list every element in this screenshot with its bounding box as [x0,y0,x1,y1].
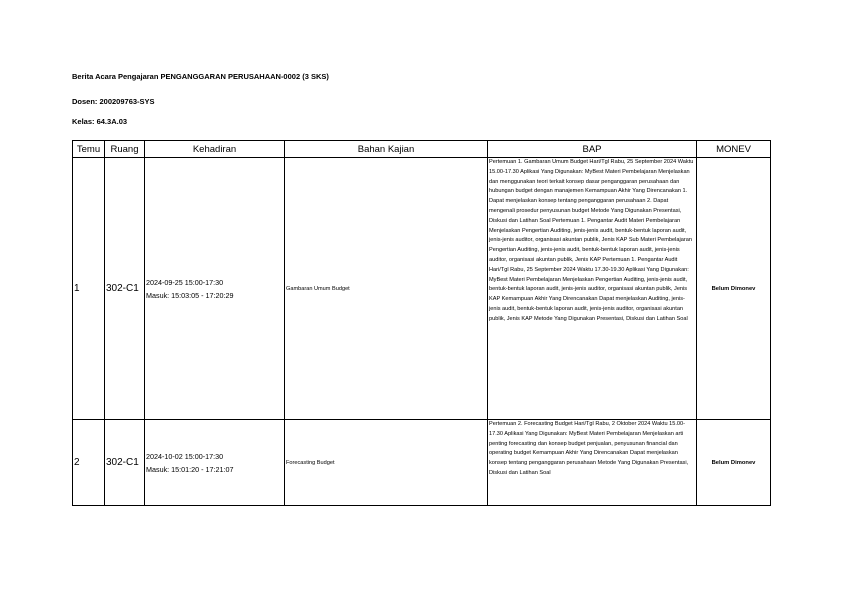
cell-monev: Belum Dimonev [697,420,771,506]
column-header-bap: BAP [488,141,697,158]
cell-bahan-kajian: Gambaran Umum Budget [285,158,488,420]
cell-temu: 1 [73,158,105,420]
teaching-record-table [72,140,771,506]
cell-bahan-kajian: Forecasting Budget [285,420,488,506]
column-header-kehadiran: Kehadiran [145,141,285,158]
check-in-time: Masuk: 15:01:20 - 17:21:07 [146,464,234,474]
cell-ruang: 302-C1 [105,158,145,420]
cell-kehadiran [145,420,285,506]
class-line: Kelas: 64.3A.03 [72,117,128,126]
column-header-bahan-kajian: Bahan Kajian [285,141,488,158]
column-header-ruang: Ruang [105,141,145,158]
cell-bap: Pertemuan 2. Forecasting Budget Hari/Tgl Rabu, 2 Oktober 2024 Waktu 15.00-17.30 Aplikasi Yang Digunakan: MyBest Materi Pembelajaran Menjelaskan arti penting forecasting dan konsep budget penjualan, penyusunan financial dan operating budget Kemampuan Akhir Yang Direncanakan Dapat menjelaskan konsep tentang penganggaran perusahaan Metode Yang Digunakan Presentasi, Diskusi dan Latihan Soal [488,420,697,506]
cell-kehadiran [145,158,285,420]
document-title: Berita Acara Pengajaran PENGANGGARAN PERUSAHAAN-0002 (3 SKS) [72,72,329,81]
cell-bap: Pertemuan 1. Gambaran Umum Budget Hari/Tgl Rabu, 25 September 2024 Waktu 15.00-17.30 Aplikasi Yang Digunakan: MyBest Materi Pembelajaran Menjelaskan dan menggunakan teori terkait konsep dasar penganggaran perusahaan dan hubungan budget dengan manajemen Kemampuan Akhir Yang Direncanakan 1. Dapat menjelaskan konsep tentang penganggaran perusahaan 2. Dapat mengenali prosedur penyusunan budget Metode Yang Digunakan Presentasi, Diskusi dan Latihan Soal Pertemuan 1. Pengantar Audit Materi Pembelajaran Menjelaskan Pengertian Auditing, jenis-jenis audit, bentuk-bentuk laporan audit, jenis-jenis auditor, organisasi akuntan publik, Jenis KAP Sub Materi Pembelajaran Pengertian Auditing, jenis-jenis audit, bentuk-bentuk laporan audit, jenis-jenis auditor, organisasi akuntan publik, Jenis KAP Pertemuan 1. Pengantar Audit Hari/Tgl Rabu, 25 September 2024 Waktu 17.30-19.30 Aplikasi Yang Digunakan: MyBest Materi Pembelajaran Menjelaskan Pengertian Auditing, jenis-jenis audit, bentuk-bentuk laporan audit, jenis-jenis auditor, organisasi akuntan publik, Jenis KAP Kemampuan Akhir Yang Direncanakan Dapat menjelaskan Auditing, jenis-jenis audit, bentuk-bentuk laporan audit, jenis-jenis auditor, organisasi akuntan publik, Jenis KAP Metode Yang Digunakan Presentasi, Diskusi dan Latihan Soal [488,158,697,420]
schedule-time: 2024-09-25 15:00-17:30 [146,277,224,287]
column-header-monev: MONEV [697,141,771,158]
cell-ruang: 302-C1 [105,420,145,506]
check-in-time: Masuk: 15:03:05 - 17:20:29 [146,290,234,300]
schedule-time: 2024-10-02 15:00-17:30 [146,451,224,461]
cell-temu: 2 [73,420,105,506]
cell-monev: Belum Dimonev [697,158,771,420]
table-row [73,420,771,506]
table-header-row [73,141,771,158]
table-row [73,158,771,420]
column-header-temu: Temu [73,141,105,158]
lecturer-line: Dosen: 200209763-SYS [72,97,155,106]
